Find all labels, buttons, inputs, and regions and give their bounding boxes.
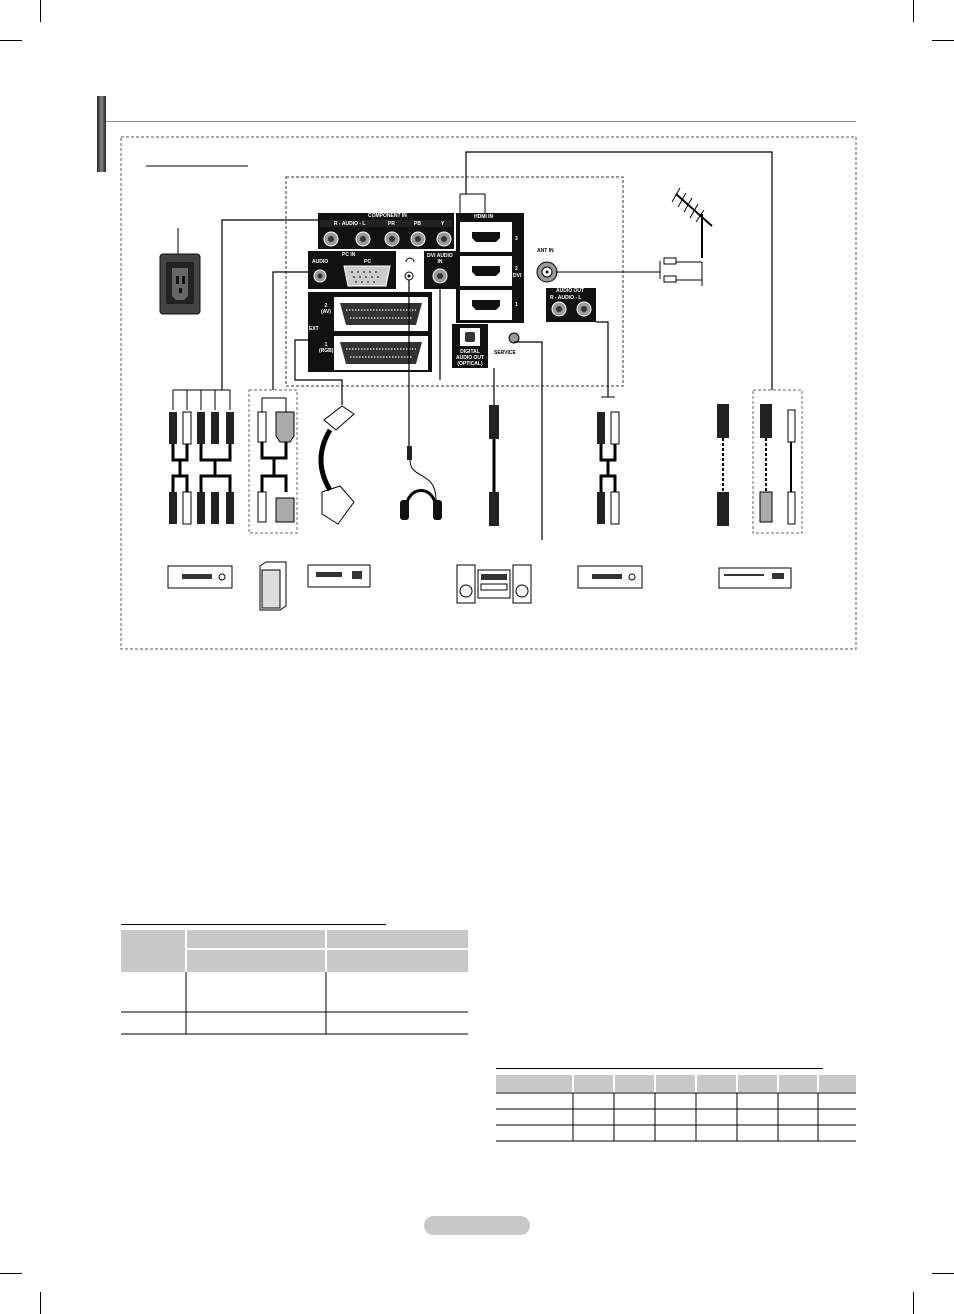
ext-label: EXT	[309, 326, 319, 332]
component-pr-label: PR	[388, 221, 395, 227]
power-socket-icon	[160, 228, 200, 314]
headphone-jack-icon	[405, 258, 414, 280]
digital-audio-out-label: DIGITAL AUDIO OUT (OPTICAL)	[455, 349, 485, 367]
pc-in-label: PC IN	[342, 252, 356, 258]
ext2-label: 2 (AV)	[321, 303, 331, 315]
spec-table-left	[121, 930, 468, 1036]
component-cable-icon	[169, 390, 234, 524]
ant-in-port	[537, 262, 557, 282]
hdmi-in-label: HDMI IN	[474, 214, 494, 220]
hdmi-dvi-label: DVI	[513, 273, 522, 279]
pc-audio-label: AUDIO	[312, 259, 329, 265]
crop-mark	[932, 1273, 954, 1274]
service-label: SERVICE	[494, 350, 516, 356]
crop-mark	[0, 1273, 22, 1274]
hdmi-port-2-label: 2	[515, 266, 518, 272]
pc-label: PC	[364, 259, 371, 265]
audio-out-label: AUDIO OUT	[556, 288, 585, 294]
table-1-title-rule	[121, 924, 386, 925]
crop-mark	[913, 1292, 914, 1314]
spec-table-right	[496, 1075, 856, 1143]
dvi-audio-in-label: DVI AUDIO IN	[427, 253, 453, 265]
scart-cable-icon	[321, 406, 354, 524]
optical-cable-icon	[489, 405, 499, 526]
pc-cable-icon	[249, 390, 297, 533]
component-y-label: Y	[441, 221, 445, 227]
hdmi-port-3-label: 3	[515, 236, 518, 242]
ant-in-label: ANT IN	[537, 248, 554, 254]
hdmi-cable-icon	[717, 390, 802, 533]
audio-out-sub-label: R - AUDIO - L	[550, 295, 582, 301]
headphones-icon	[400, 446, 442, 520]
table-2-title-rule	[496, 1068, 823, 1069]
crop-mark	[40, 1292, 41, 1314]
component-audio-label: R - AUDIO - L	[334, 221, 366, 227]
audio-cable-icon	[597, 397, 619, 524]
pc-tower-icon	[260, 562, 286, 610]
antenna-icon	[556, 188, 712, 286]
hifi-system-icon	[457, 565, 531, 603]
vcr-icon-right	[578, 566, 642, 588]
component-in-label: COMPONENT IN	[368, 213, 407, 219]
set-top-box-icon	[719, 568, 791, 588]
component-pb-label: PB	[414, 221, 421, 227]
hdmi-port-1-label: 1	[515, 302, 518, 308]
page-number-pill	[424, 1216, 530, 1235]
vcr-icon-left	[168, 566, 232, 588]
ext1-label: 1 (RGB)	[319, 342, 334, 354]
dvd-recorder-icon	[308, 565, 370, 587]
